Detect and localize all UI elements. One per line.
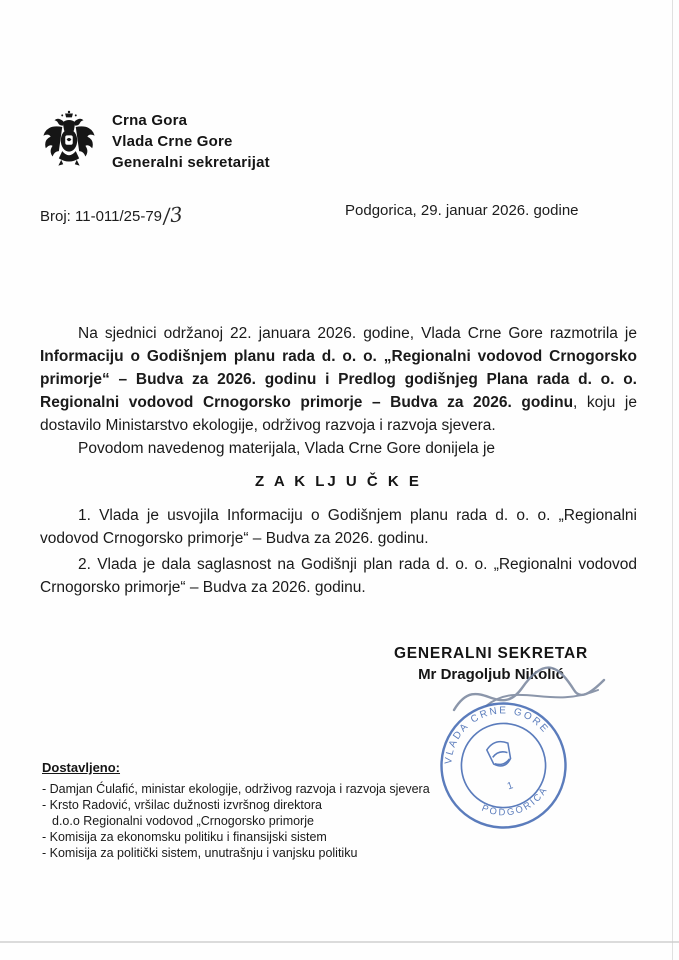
conclusion-item-1: 1. Vlada je usvojila Informaciju o Godišnjem planu rada d. o. o. „Regionalni vodovod Crnogorsko primorje“ – Budva za 2026. godinu. [40, 507, 637, 547]
stamp-arc-bottom-text: PODGORICA [480, 783, 550, 818]
place-and-date: Podgorica, 29. januar 2026. godine [345, 202, 579, 219]
signatory-name: Mr Dragoljub Nikolić [418, 666, 564, 683]
document-number-printed: Broj: 11-011/25-79 [40, 208, 163, 225]
paragraph-segment: Na sjednici održanoj 22. januara 2026. godine, Vlada Crne Gore razmotrila je [78, 325, 637, 342]
meta-row [40, 200, 639, 228]
distribution-list [42, 760, 619, 861]
list-item: - Komisija za politički sistem, unutrašnju i vanjsku politiku [42, 846, 358, 860]
org-country: Crna Gora [112, 111, 188, 129]
document-number [40, 202, 183, 226]
document-number-handwritten: /3 [161, 202, 184, 228]
paragraph-segment-bold: Informaciju o Godišnjem planu rada d. o. o. „Regionalni vodovod Crnogorsko primorje“ – Budva za 2026. godinu i Predlog godišnjeg Plana rada d. o. o. Regionalni vodovod Crnogorsko primorje – Budva za 2026. godinu [40, 348, 637, 411]
paragraph-lead-in: Povodom navedenog materijala, Vlada Crne Gore donijela je [78, 440, 496, 457]
scan-artifact-bottom [0, 941, 679, 943]
list-item: - Damjan Ćulafić, ministar ekologije, održivog razvoja i razvoja sjevera [42, 782, 430, 796]
paragraph-intro [40, 322, 637, 437]
conclusion-item-2: 2. Vlada je dala saglasnost na Godišnji plan rada d. o. o. „Regionalni vodovod Crnogorsko primorje“ – Budva za 2026. godinu. [40, 556, 637, 596]
stamp-number: 1 [505, 780, 515, 793]
scan-artifact-right [672, 0, 673, 960]
letterhead [40, 108, 270, 174]
org-secretariat: Generalni sekretarijat [112, 153, 270, 171]
paragraph-segment: , koju je dostavilo Ministarstvo ekologije, održivog razvoja i razvoja sjevera. [40, 394, 637, 434]
distribution-label: Dostavljeno: [42, 760, 121, 775]
coat-of-arms-icon [40, 108, 98, 174]
document-body [40, 322, 637, 602]
list-item: d.o.o Regionalni vodovod „Crnogorsko primorje [52, 814, 314, 828]
list-item: - Krsto Radović, vršilac dužnosti izvršnog direktora [42, 798, 322, 812]
conclusions-heading: Z A K LJ U Č K E [255, 473, 422, 490]
stamp-arc-top-text: VLADA CRNE GORE [443, 705, 552, 765]
list-item: - Komisija za ekonomsku politiku i finansijski sistem [42, 830, 327, 844]
org-name-block [112, 110, 270, 173]
org-government: Vlada Crne Gore [112, 132, 233, 150]
svg-text:VLADA CRNE GORE [431, 691, 552, 768]
signatory-title: GENERALNI SEKRETAR [393, 645, 589, 662]
